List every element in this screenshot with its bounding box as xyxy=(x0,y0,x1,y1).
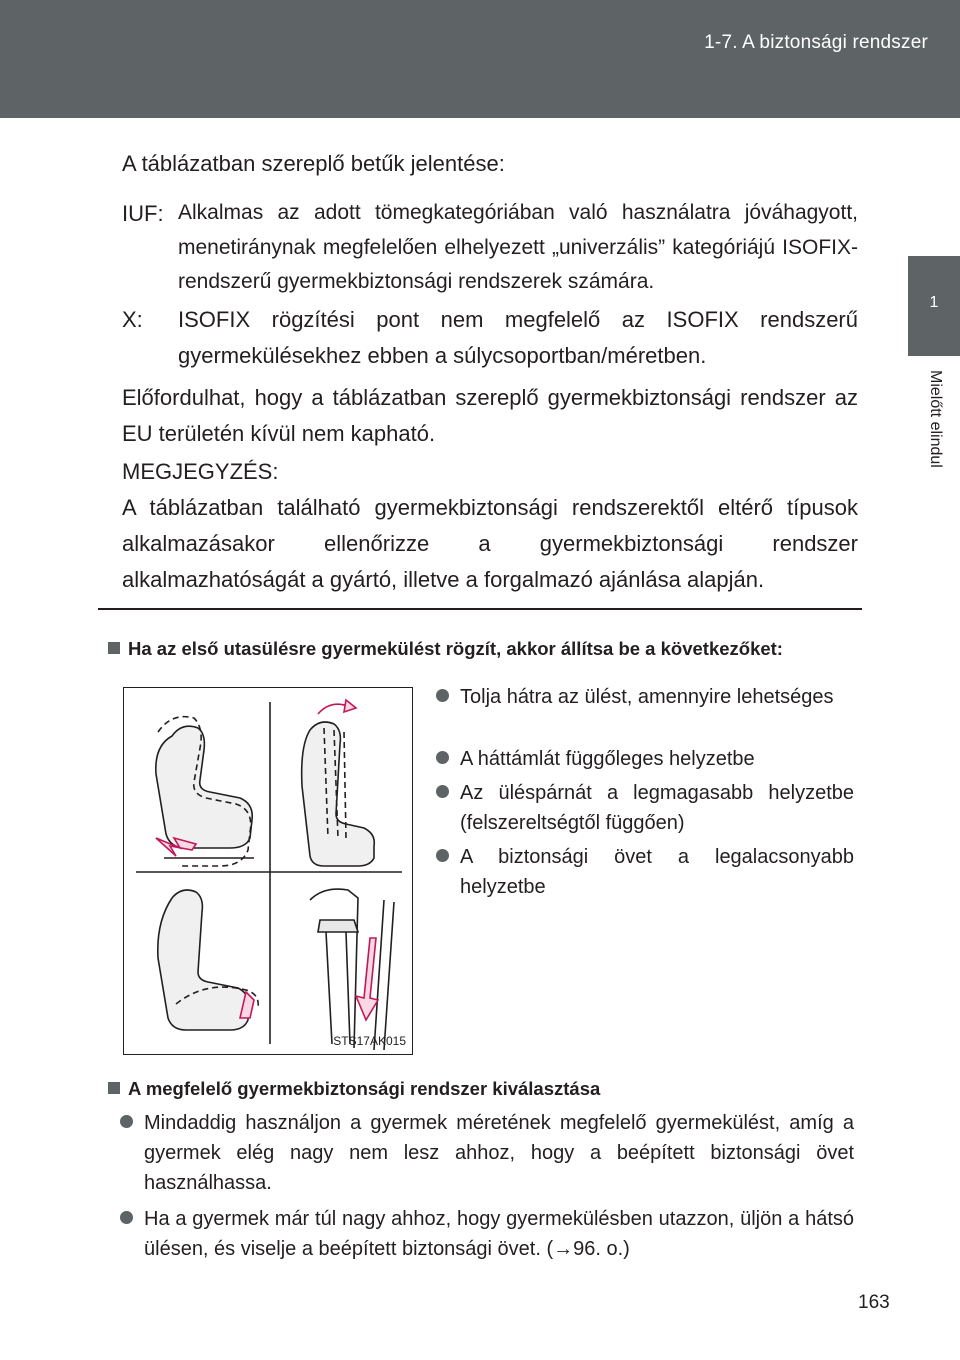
note-title: MEGJEGYZÉS: xyxy=(122,459,279,484)
seat-illustration-icon xyxy=(124,688,412,1054)
availability-note: Előfordulhat, hogy a táblázatban szereplő gyermekbiztonsági rendszer az EU területén kívül nem kapható. xyxy=(122,385,858,446)
list-item xyxy=(436,842,854,902)
section-heading xyxy=(108,1076,868,1102)
chapter-tab xyxy=(908,256,960,356)
chapter-number: 1 xyxy=(929,294,939,311)
legend-text: Alkalmas az adott tömegkategóriában való használatra jóváhagyott, menetiránynak megfelelően elhelyezett „univerzális” kategóriájú ISOFIX-rendszerű gyermekbiztonsági rendszerek számára. xyxy=(178,201,858,293)
section-heading xyxy=(108,636,868,662)
list-item xyxy=(436,744,854,774)
legend-text: ISOFIX rögzítési pont nem megfelelő az ISOFIX rendszerű gyermekülésekhez ebben a súlycsoportban/méretben. xyxy=(178,307,858,368)
section-title: 1-7. A biztonsági rendszer xyxy=(704,32,928,53)
section-heading-text: A megfelelő gyermekbiztonsági rendszer kiválasztása xyxy=(128,1078,601,1099)
page-number: 163 xyxy=(858,1292,890,1313)
bullet-icon xyxy=(436,785,449,798)
bullet-icon xyxy=(436,849,449,862)
bullet-icon xyxy=(120,1115,133,1128)
legend-intro: A táblázatban szereplő betűk jelentése: xyxy=(122,151,505,176)
list-item-text: Tolja hátra az ülést, amennyire lehetséges xyxy=(460,686,834,708)
list-item-text: A biztonsági övet a legalacsonyabb helyzetbe xyxy=(460,846,854,898)
bullet-icon xyxy=(436,689,449,702)
bullet-icon xyxy=(436,751,449,764)
bullet-icon xyxy=(120,1211,133,1224)
chapter-label-wrap xyxy=(912,370,956,510)
legend-term: X: xyxy=(122,307,143,332)
square-bullet-icon xyxy=(108,642,120,654)
list-item-text: Mindaddig használjon a gyermek méretének megfelelő gyermekülést, amíg a gyermek elég nagy nem lesz ahhoz, hogy a beépített biztonsági övet használhassa. xyxy=(144,1112,854,1194)
page-header xyxy=(0,0,960,118)
section-heading-text: Ha az első utasülésre gyermekülést rögzít, akkor állítsa be a következőket: xyxy=(128,638,783,659)
chapter-label: Mielőtt elindul xyxy=(927,370,944,468)
seat-adjustment-figure xyxy=(123,687,413,1055)
list-item xyxy=(120,1204,854,1264)
list-item-text: A háttámlát függőleges helyzetbe xyxy=(460,748,755,770)
note-text: A táblázatban található gyermekbiztonsági rendszerektől eltérő típusok alkalmazásakor ellenőrizze a gyermekbiztonsági rendszer alkalmazhatóságát a gyártó, illetve a forgalmazó ajánlása alapján. xyxy=(122,495,858,592)
list-item xyxy=(436,778,854,838)
list-item xyxy=(120,1108,854,1198)
square-bullet-icon xyxy=(108,1082,120,1094)
legend-term: IUF: xyxy=(122,201,164,226)
list-item xyxy=(436,682,854,712)
figure-code: STS17AK015 xyxy=(333,1034,406,1048)
list-item-text: Ha a gyermek már túl nagy ahhoz, hogy gyermekülésben utazzon, üljön a hátsó ülésen, és viselje a beépített biztonsági övet. (→96. o.) xyxy=(144,1208,854,1260)
list-item-text: Az üléspárnát a legmagasabb helyzetbe (felszereltségtől függően) xyxy=(460,782,854,834)
section-divider xyxy=(98,608,862,610)
legend-item-x xyxy=(122,302,858,376)
legend-item-iuf xyxy=(122,196,858,306)
